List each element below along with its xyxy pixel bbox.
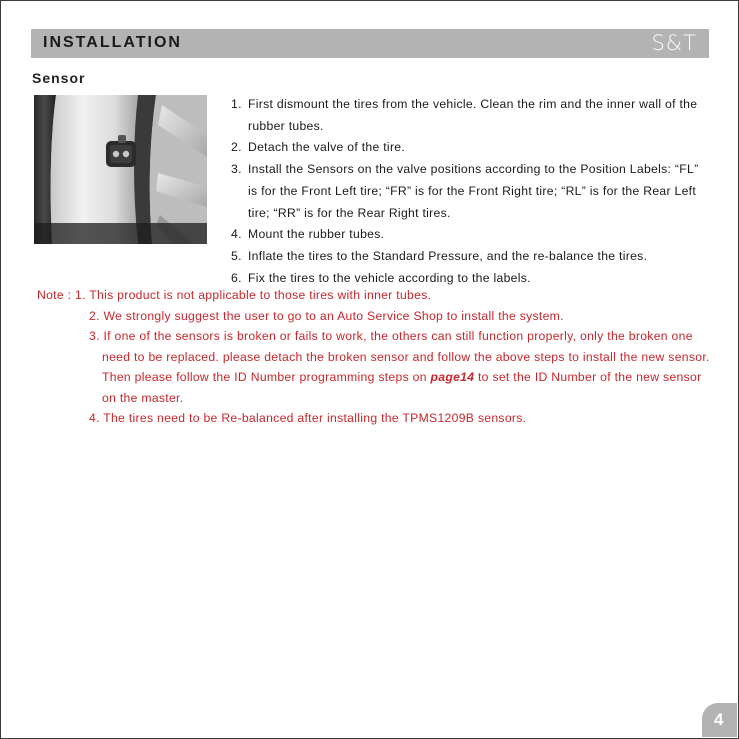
step-number: 1. (231, 97, 242, 111)
step-text: Install the Sensors on the valve positions according to the Position Labels: “FL” is for the Front Left tire; “FR” is for the Front Right tire; “RL” is for the Rear Left tire; “RR” is for the Rear Right tires. (248, 162, 699, 220)
step-number: 6. (231, 270, 242, 285)
step-number: 3. (231, 162, 242, 177)
notes-section (37, 285, 717, 429)
step-item (231, 137, 709, 159)
step-number: 5. (231, 248, 242, 263)
note-text (89, 326, 717, 408)
step-item (231, 94, 709, 137)
step-number: 4. (231, 227, 242, 242)
note-text-part: 3. If one of the sensors is broken or fails to work, the others can still function properly, only the broken one need to be replaced. please detach the broken sensor and follow the above steps to install the new sensor. Then please follow the ID Number programming steps on (89, 329, 710, 384)
step-text: First dismount the tires from the vehicle. Clean the rim and the inner wall of the rubber tubes. (248, 97, 698, 133)
note-prefix: Note : (37, 288, 76, 302)
note-text: 1. This product is not applicable to those tires with inner tubes. (75, 288, 432, 302)
step-text: Inflate the tires to the Standard Pressure, and the re-balance the tires. (248, 248, 648, 263)
brand-logo: S&T (651, 31, 697, 55)
note-text: 2. We strongly suggest the user to go to an Auto Service Shop to install the system. (89, 308, 564, 323)
header-bar (31, 29, 709, 58)
page-title: INSTALLATION (43, 34, 182, 51)
step-number: 2. (231, 140, 242, 155)
page-reference-link[interactable]: page14 (430, 370, 475, 384)
step-item (231, 246, 709, 268)
note-text-part: to set the ID Number of the new sensor on the master. (102, 370, 702, 405)
step-text: Detach the valve of the tire. (248, 140, 406, 155)
note-item-1 (37, 285, 717, 306)
note-item-4 (37, 408, 717, 429)
section-title: Sensor (32, 70, 86, 86)
step-text: Mount the rubber tubes. (248, 227, 385, 242)
note-text: 4. The tires need to be Re-balanced after installing the TPMS1209B sensors. (89, 411, 527, 425)
note-item-2 (37, 306, 717, 327)
step-text: Fix the tires to the vehicle according to the labels. (248, 270, 531, 285)
step-item (231, 224, 709, 246)
installation-steps (231, 94, 709, 289)
page-number: 4 (714, 710, 724, 729)
step-item (231, 159, 709, 224)
page-number-badge (702, 703, 737, 737)
note-item-3 (37, 326, 717, 408)
tire-valve-sensor-photo (34, 95, 207, 244)
